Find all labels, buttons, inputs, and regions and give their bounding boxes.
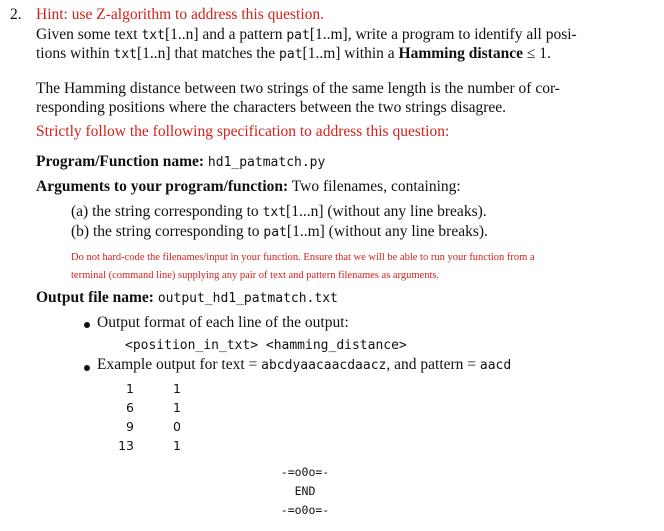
example-bullet — [97, 356, 511, 374]
question-number: 2. — [10, 6, 22, 23]
ornament-top: -=o0o=- — [280, 465, 330, 479]
position-cell: 13 — [118, 438, 134, 453]
position-cell: 1 — [126, 381, 134, 396]
hamming-distance-term: Hamming distance — [398, 45, 523, 62]
example-text-prefix: Example output for text = — [97, 356, 262, 373]
given-text: tions within — [36, 45, 114, 62]
distance-cell: 1 — [173, 400, 181, 415]
output-format-line: <position_in_txt> <hamming_distance> — [125, 338, 407, 353]
txt-code: txt — [141, 28, 165, 43]
given-text: [1..n] that matches the — [137, 45, 280, 62]
warning-line-1: Do not hard-code the filenames/input in your function. Ensure that we will be able to run your function from a — [71, 252, 535, 263]
example-text-value: abcdyaacaacdaacz — [261, 358, 387, 373]
example-pattern-prefix: , and pattern = — [386, 356, 480, 373]
program-name: hd1_patmatch.py — [207, 155, 326, 170]
given-text: [1..n] and a pattern — [164, 26, 287, 43]
output-spec — [36, 289, 338, 307]
distance-cell: 1 — [173, 381, 181, 396]
position-cell: 9 — [126, 419, 134, 434]
pat-code: pat — [279, 47, 303, 62]
arguments-text: Two filenames, containing: — [288, 178, 461, 195]
pat-code: pat — [286, 28, 310, 43]
argument-a-prefix: (a) the string corresponding to — [71, 203, 263, 220]
argument-b — [71, 223, 488, 241]
txt-code: txt — [262, 205, 287, 220]
distance-cell: 1 — [173, 438, 181, 453]
warning-line-2: terminal (command line) supplying any pair of text and pattern filenames as arguments. — [71, 270, 440, 281]
hint-text: Hint: use Z-algorithm to address this question. — [36, 6, 325, 23]
position-cell: 6 — [126, 400, 134, 415]
argument-a — [71, 203, 487, 221]
strict-note: Strictly follow the following specification to address this question: — [36, 123, 450, 140]
example-pattern-value: aacd — [479, 358, 512, 373]
bullet-icon — [84, 365, 90, 371]
ornament-bottom: -=o0o=- — [280, 503, 330, 517]
output-label: Output file name: — [36, 289, 154, 306]
end-label: END — [294, 484, 316, 498]
argument-b-suffix: [1..m] (without any line breaks). — [286, 223, 488, 240]
argument-b-prefix: (b) the string corresponding to — [71, 223, 264, 240]
definition-line-1: The Hamming distance between two strings of the same length is the number of cor- — [36, 80, 560, 97]
definition-line-2: responding positions where the characters between the two strings disagree. — [36, 99, 507, 116]
given-text: [1..m] within a — [302, 45, 399, 62]
argument-a-suffix: [1...n] (without any line breaks). — [286, 203, 487, 220]
arguments-label: Arguments to your program/function: — [36, 178, 289, 195]
program-label: Program/Function name: — [36, 153, 205, 170]
arguments-spec — [36, 178, 461, 196]
bullet-icon — [84, 322, 90, 328]
given-text: Given some text — [36, 26, 142, 43]
output-filename: output_hd1_patmatch.txt — [157, 291, 338, 306]
given-text: [1..m], write a program to identify all posi- — [309, 26, 577, 43]
output-format-bullet: Output format of each line of the output: — [97, 314, 349, 331]
given-line-1 — [36, 26, 577, 44]
pat-code: pat — [263, 225, 287, 240]
given-text: ≤ 1. — [522, 45, 551, 62]
given-line-2 — [36, 45, 551, 63]
program-spec — [36, 153, 325, 171]
distance-cell: 0 — [173, 419, 181, 434]
txt-code: txt — [113, 47, 137, 62]
